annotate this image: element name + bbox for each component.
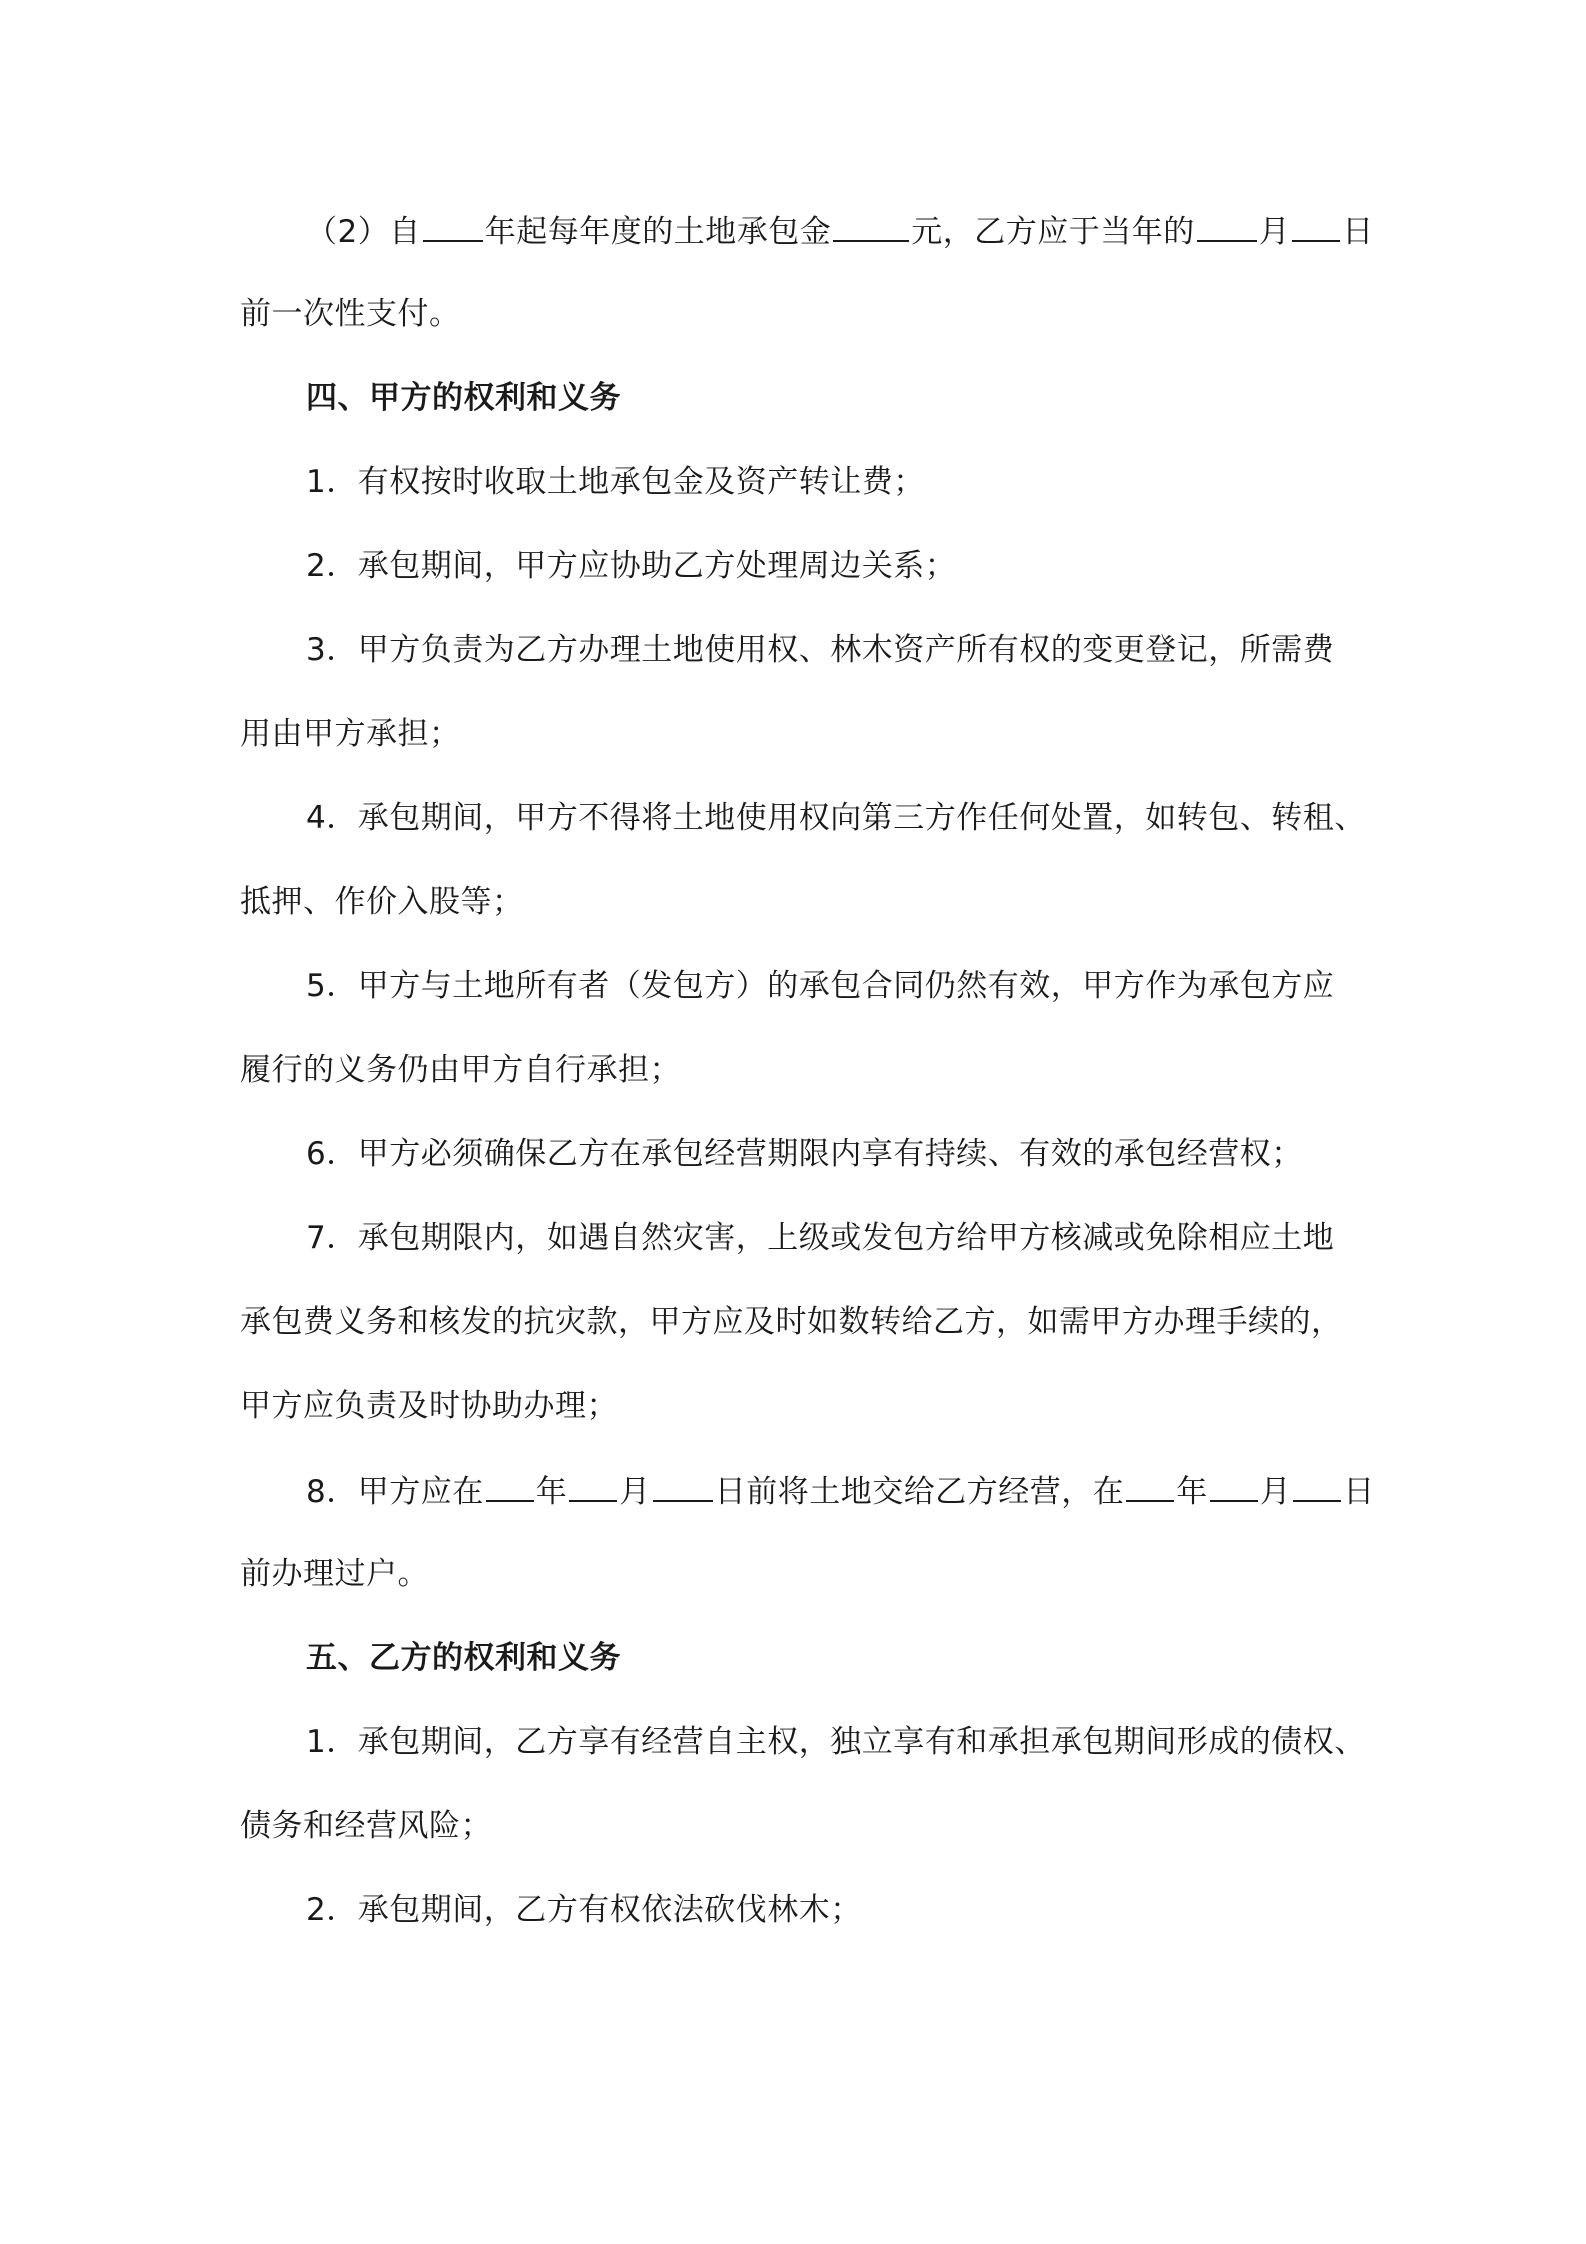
clause-4-3-cont: 用由甲方承担； bbox=[240, 716, 461, 752]
clause-4-3: 3．甲方负责为乙方办理土地使用权、林木资产所有权的变更登记，所需费 bbox=[306, 632, 1335, 668]
year-blank[interactable] bbox=[423, 210, 483, 242]
clause-text: 日 bbox=[1342, 214, 1374, 250]
year-blank[interactable] bbox=[1126, 1470, 1174, 1502]
clause-4-8 bbox=[306, 1470, 1375, 1512]
day-blank[interactable] bbox=[1293, 1470, 1341, 1502]
clause-text: 月 bbox=[1259, 1474, 1292, 1510]
clause-4-1: 1．有权按时收取土地承包金及资产转让费； bbox=[306, 464, 925, 500]
clause-4-4-cont: 抵押、作价入股等； bbox=[240, 884, 524, 920]
clause-text: （2）自 bbox=[306, 214, 421, 250]
day-blank[interactable] bbox=[1292, 210, 1340, 242]
clause-text: 日 bbox=[1343, 1474, 1375, 1510]
clause-4-5-cont: 履行的义务仍由甲方自行承担； bbox=[240, 1052, 681, 1088]
paragraph-line: 前一次性支付。 bbox=[240, 296, 461, 332]
amount-blank[interactable] bbox=[833, 210, 909, 242]
payment-clause-line bbox=[306, 210, 1374, 252]
clause-4-2: 2．承包期间，甲方应协助乙方处理周边关系； bbox=[306, 548, 957, 584]
clause-text: 年 bbox=[535, 1474, 568, 1510]
clause-4-6: 6．甲方必须确保乙方在承包经营期限内享有持续、有效的承包经营权； bbox=[306, 1136, 1303, 1172]
clause-4-5: 5．甲方与土地所有者（发包方）的承包合同仍然有效，甲方作为承包方应 bbox=[306, 968, 1335, 1004]
clause-4-7-cont2: 甲方应负责及时协助办理； bbox=[240, 1388, 618, 1424]
clause-4-4: 4．承包期间，甲方不得将土地使用权向第三方作任何处置，如转包、转租、 bbox=[306, 800, 1366, 836]
clause-5-1: 1．承包期间，乙方享有经营自主权，独立享有和承担承包期间形成的债权、 bbox=[306, 1724, 1366, 1760]
clause-text: 月 bbox=[1258, 214, 1291, 250]
month-blank[interactable] bbox=[569, 1470, 617, 1502]
clause-4-8-cont: 前办理过户。 bbox=[240, 1556, 429, 1592]
clause-text: 元，乙方应于当年的 bbox=[911, 214, 1195, 250]
day-blank[interactable] bbox=[653, 1470, 713, 1502]
section-heading-party-a: 四、甲方的权利和义务 bbox=[306, 380, 621, 416]
clause-5-1-cont: 债务和经营风险； bbox=[240, 1808, 492, 1844]
clause-text: 月 bbox=[619, 1474, 651, 1510]
clause-4-7-cont: 承包费义务和核发的抗灾款，甲方应及时如数转给乙方，如需甲方办理手续的， bbox=[240, 1304, 1343, 1340]
month-blank[interactable] bbox=[1197, 210, 1257, 242]
clause-text: 日前将土地交给乙方经营，在 bbox=[714, 1474, 1125, 1510]
section-heading-party-b: 五、乙方的权利和义务 bbox=[306, 1640, 621, 1676]
clause-text: 8．甲方应在 bbox=[306, 1474, 484, 1510]
clause-text: 年 bbox=[1176, 1474, 1208, 1510]
clause-4-7: 7．承包期限内，如遇自然灾害，上级或发包方给甲方核减或免除相应土地 bbox=[306, 1220, 1335, 1256]
clause-text: 年起每年度的土地承包金 bbox=[484, 214, 832, 250]
year-blank[interactable] bbox=[486, 1470, 534, 1502]
clause-5-2: 2．承包期间，乙方有权依法砍伐林木； bbox=[306, 1892, 862, 1928]
month-blank[interactable] bbox=[1210, 1470, 1258, 1502]
